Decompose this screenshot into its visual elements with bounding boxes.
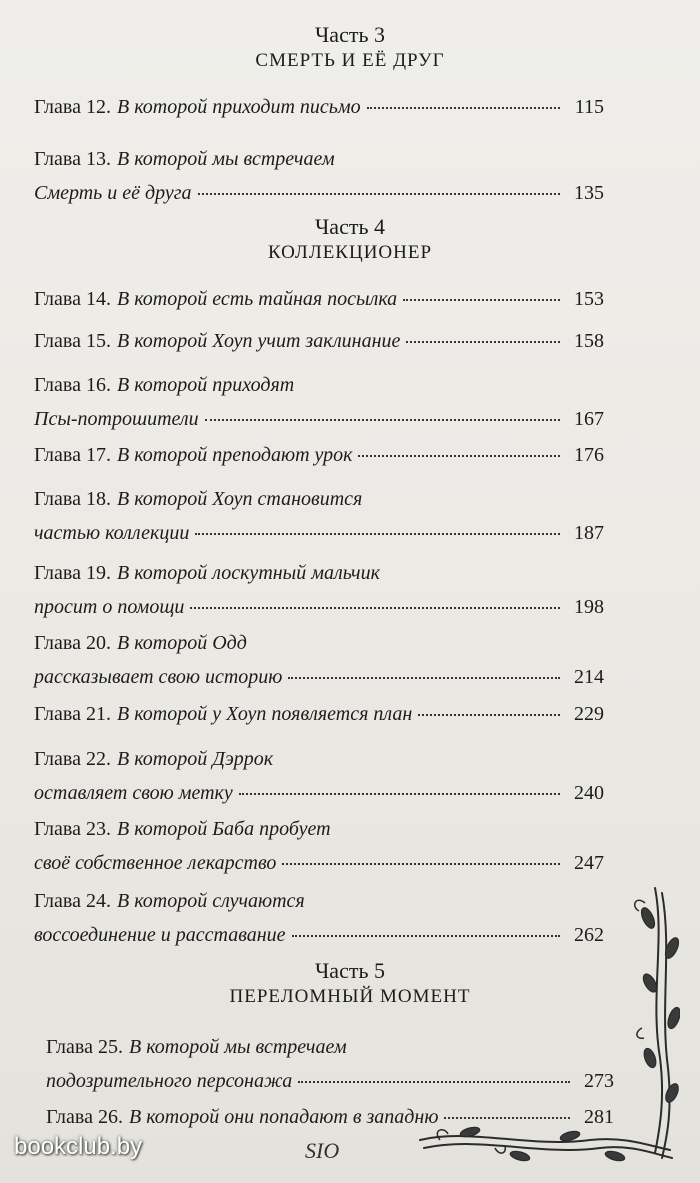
part-number: Часть 3 bbox=[315, 22, 385, 47]
toc-entry-ch22[interactable] bbox=[34, 742, 604, 810]
chapter-title: В которой Хоуп учит заклинание bbox=[116, 330, 401, 352]
toc-entry-ch14[interactable] bbox=[34, 282, 604, 316]
chapter-title: В которой Дэррок bbox=[116, 748, 274, 770]
chapter-label: Глава 19. bbox=[34, 562, 111, 584]
chapter-title-cont: оставляет свою метку bbox=[34, 782, 233, 804]
page-number: 176 bbox=[574, 444, 604, 466]
part-3-heading bbox=[0, 22, 700, 74]
chapter-title: В которой преподают урок bbox=[116, 444, 353, 466]
page-number: 115 bbox=[574, 96, 604, 118]
part-title: ПЕРЕЛОМНЫЙ МОМЕНТ bbox=[229, 986, 471, 1007]
floral-ornament-icon bbox=[410, 878, 680, 1168]
chapter-label: Глава 18. bbox=[34, 488, 111, 510]
page-number: 135 bbox=[574, 182, 604, 204]
page-number: 167 bbox=[574, 408, 604, 430]
chapter-title-cont: Псы-потрошители bbox=[34, 408, 199, 430]
chapter-label: Глава 23. bbox=[34, 818, 111, 840]
page-number: 153 bbox=[574, 288, 604, 310]
chapter-title: В которой случаются bbox=[116, 890, 305, 912]
dot-leader bbox=[239, 793, 560, 795]
page-number: 281 bbox=[584, 1106, 614, 1128]
chapter-title: В которой приходит письмо bbox=[116, 96, 361, 118]
chapter-title-cont: частью коллекции bbox=[34, 522, 190, 544]
chapter-label: Глава 26. bbox=[46, 1106, 123, 1128]
chapter-title: В которой Одд bbox=[116, 632, 247, 654]
page-number: 247 bbox=[574, 852, 604, 874]
page-number: 187 bbox=[574, 522, 604, 544]
chapter-title: В которой лоскутный мальчик bbox=[116, 562, 380, 584]
chapter-title-cont: Смерть и её друга bbox=[34, 182, 192, 204]
page-number: 273 bbox=[584, 1070, 614, 1092]
toc-entry-ch12[interactable] bbox=[34, 90, 604, 124]
chapter-label: Глава 25. bbox=[46, 1036, 123, 1058]
chapter-label: Глава 17. bbox=[34, 444, 111, 466]
dot-leader bbox=[282, 863, 560, 865]
part-title: КОЛЛЕКЦИОНЕР bbox=[267, 242, 433, 263]
chapter-label: Глава 24. bbox=[34, 890, 111, 912]
page-number: 240 bbox=[574, 782, 604, 804]
dot-leader bbox=[406, 341, 560, 343]
dot-leader bbox=[190, 607, 560, 609]
toc-entry-ch17[interactable] bbox=[34, 438, 604, 472]
page-number: 262 bbox=[574, 924, 604, 946]
chapter-title-cont: воссоединение и расставание bbox=[34, 924, 286, 946]
dot-leader bbox=[195, 533, 560, 535]
chapter-title: В которой Хоуп становится bbox=[116, 488, 363, 510]
dot-leader bbox=[418, 714, 560, 716]
toc-entry-ch21[interactable] bbox=[34, 697, 604, 731]
chapter-label: Глава 22. bbox=[34, 748, 111, 770]
part-number: Часть 5 bbox=[315, 958, 385, 983]
toc-entry-ch15[interactable] bbox=[34, 324, 604, 358]
dot-leader bbox=[205, 419, 560, 421]
chapter-label: Глава 13. bbox=[34, 148, 111, 170]
chapter-label: Глава 16. bbox=[34, 374, 111, 396]
chapter-label: Глава 14. bbox=[34, 288, 111, 310]
chapter-title: В которой у Хоуп появляется план bbox=[116, 703, 413, 725]
chapter-title-cont: просит о помощи bbox=[34, 596, 185, 618]
chapter-title: В которой мы встречаем bbox=[128, 1036, 347, 1058]
chapter-label: Глава 15. bbox=[34, 330, 111, 352]
chapter-title: В которой мы встречаем bbox=[116, 148, 335, 170]
toc-entry-ch16[interactable] bbox=[34, 368, 604, 436]
toc-entry-ch13[interactable] bbox=[34, 142, 604, 210]
page-number: 198 bbox=[574, 596, 604, 618]
dot-leader bbox=[358, 455, 560, 457]
page-folio: SIO bbox=[305, 1138, 340, 1163]
page-number: 229 bbox=[574, 703, 604, 725]
page-number: 214 bbox=[574, 666, 604, 688]
toc-entry-ch19[interactable] bbox=[34, 556, 604, 624]
chapter-title: В которой Баба пробует bbox=[116, 818, 331, 840]
dot-leader bbox=[367, 107, 560, 109]
dot-leader bbox=[198, 193, 560, 195]
part-number: Часть 4 bbox=[315, 214, 385, 239]
watermark-text: bookclub.by bbox=[14, 1133, 143, 1160]
chapter-title: В которой они попадают в западню bbox=[128, 1106, 439, 1128]
part-4-heading bbox=[0, 214, 700, 266]
chapter-label: Глава 21. bbox=[34, 703, 111, 725]
page-number: 158 bbox=[574, 330, 604, 352]
chapter-title-cont: рассказывает свою историю bbox=[34, 666, 283, 688]
chapter-title-cont: подозрительного персонажа bbox=[46, 1070, 293, 1092]
chapter-title: В которой приходят bbox=[116, 374, 295, 396]
chapter-label: Глава 20. bbox=[34, 632, 111, 654]
dot-leader bbox=[288, 677, 560, 679]
toc-entry-ch20[interactable] bbox=[34, 626, 604, 694]
chapter-title-cont: своё собственное лекарство bbox=[34, 852, 277, 874]
dot-leader bbox=[403, 299, 560, 301]
part-title: СМЕРТЬ И ЕЁ ДРУГ bbox=[255, 50, 445, 71]
toc-entry-ch18[interactable] bbox=[34, 482, 604, 550]
toc-entry-ch23[interactable] bbox=[34, 812, 604, 880]
chapter-label: Глава 12. bbox=[34, 96, 111, 118]
chapter-title: В которой есть тайная посылка bbox=[116, 288, 398, 310]
